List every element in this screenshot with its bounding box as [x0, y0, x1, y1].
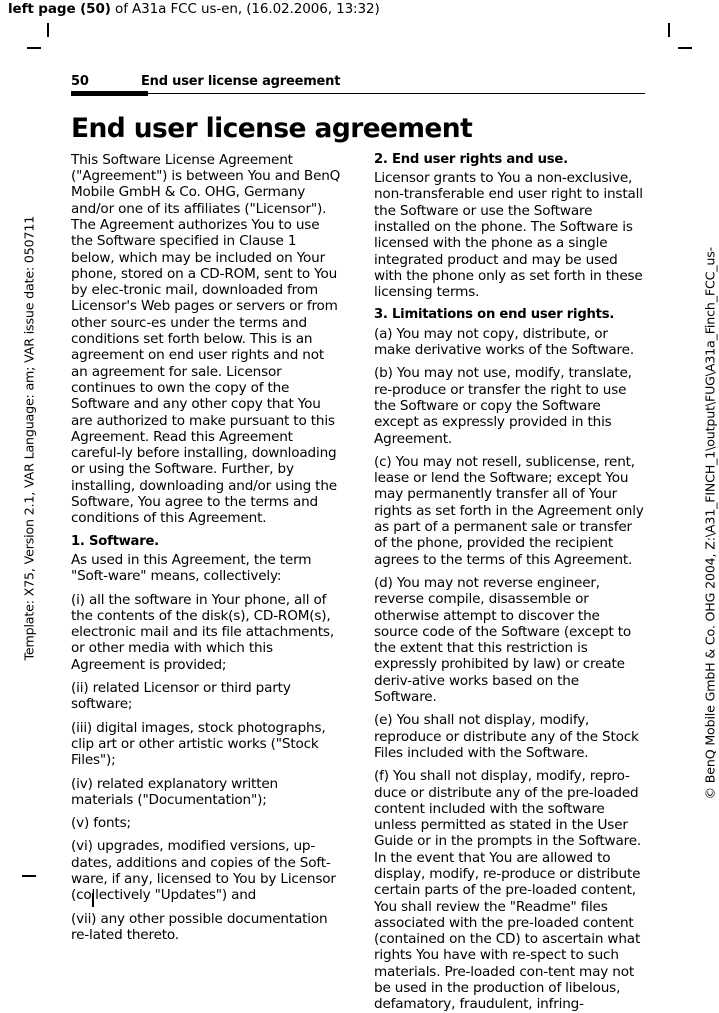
paragraph-item-v: (v) fonts; — [71, 815, 131, 832]
paragraph-software-definition: As used in this Agreement, the term "Soft-ware" means, collectively: — [71, 551, 312, 585]
crop-mark-top-right — [668, 23, 670, 37]
paragraph-item-c: (c) You may not resell, sublicense, rent, lease or lend the Software; except You may permanently transfer all of Your rights as set forth in the Agreement only as part of a permanent sale or transfer of the phone, provided the recipient agrees to the terms of this Agreement. — [374, 453, 644, 568]
section-heading-3-limitations: 3. Limitations on end user rights. — [374, 307, 615, 323]
running-head — [71, 74, 645, 89]
page-content — [71, 74, 645, 1013]
page-title: End user license agreement — [71, 113, 473, 144]
paragraph-item-iii: (iii) digital images, stock photographs, clip art or other artistic works ("Stock Files"); — [71, 719, 326, 769]
crop-mark-right-top — [678, 47, 692, 49]
paragraph-item-ii: (ii) related Licensor or third party software; — [71, 680, 291, 713]
job-slug-page-label: left page (50) — [8, 1, 111, 17]
section-heading-1-software: 1. Software. — [71, 533, 159, 549]
paragraph-item-f: (f) You shall not display, modify, repro-duce or distribute any of the pre-loaded content included with the software unless permitted as stated in the User Guide or in the prompts in the Software. In the event that You are allowed to display, modify, re-produce or distribute certain parts of the pre-loaded content, You shall review the "Readme" files associated with the pre-loaded content (contained on the CD) to ascertain what rights You have with re-spect to such materials. Pre-loaded con-tent may not be used in the production of libelous, defamatory, fraudulent, infring- — [374, 768, 642, 1013]
section-heading-2-end-user-rights: 2. End user rights and use. — [374, 151, 568, 167]
page-number: 50 — [71, 74, 89, 89]
paragraph-item-iv: (iv) related explanatory written materials ("Documentation"); — [71, 775, 278, 808]
right-margin-copyright-path: © BenQ Mobile GmbH & Co. OHG 2004, Z:\A31_FINCH_1\output\FUG\A31a_Finch_FCC_us- — [702, 246, 718, 800]
job-slug-detail: of A31a FCC us-en, (16.02.2006, 13:32) — [110, 1, 380, 17]
paragraph-item-i: (i) all the software in Your phone, all of the contents of the disk(s), CD-ROM(s), electronic mail and its file attachments, or other media with which this Agreement is provided; — [71, 591, 334, 673]
running-head-title: End user license agreement — [141, 74, 341, 89]
left-margin-template-info: Template: X75, Version 2.1, VAR Language: am; VAR issue date: 050711 — [21, 215, 37, 661]
paragraph-item-vii: (vii) any other possible documentation re-lated thereto. — [71, 910, 328, 943]
paragraph-item-a: (a) You may not copy, distribute, or make derivative works of the Software. — [374, 325, 634, 359]
header-rule — [71, 91, 645, 97]
paragraph-intro: This Software License Agreement ("Agreement") is between You and BenQ Mobile GmbH & Co. OHG, Germany and/or one of its affiliates ("Licensor"). The Agreement authorizes You to use the Software specified in Clause 1 below, which may be included on Your phone, stored on a CD-ROM, sent to You by elec-tronic mail, downloaded from Licensor's Web pages or servers or from other sourc-es under the terms and conditions set forth below. This is an agreement on end user rights and not an agreement for sale. Licensor continues to own the copy of the Software and any other copy that You are authorized to make pursuant to this Agreement. Read this Agreement careful-ly before installing, downloading or using the Software. Further, by installing, downloading and/or using the Software, You agree to the terms and conditions of this Agreement. — [71, 151, 341, 527]
two-column-layout — [71, 152, 645, 1013]
paragraph-item-e: (e) You shall not display, modify, reproduce or distribute any of the Stock Files included with the Software. — [374, 712, 639, 761]
right-column — [374, 152, 645, 1013]
header-rule-thin — [71, 93, 645, 94]
job-slug-line — [8, 1, 380, 17]
paragraph-item-b: (b) You may not use, modify, translate, re-produce or transfer the right to use the Software or copy the Software except as expressly provided in this Agreement. — [374, 365, 632, 447]
left-column — [71, 152, 342, 1013]
paragraph-end-user-rights: Licensor grants to You a non-exclusive, non-transferable end user right to install the Software or use the Software installed on the phone. The Software is licensed with the phone as a single integrated product and may be used with the phone only as set forth in these licensing terms. — [374, 170, 643, 301]
crop-mark-left-bottom — [22, 875, 36, 877]
crop-mark-top-left — [47, 23, 49, 37]
paragraph-item-vi: (vi) upgrades, modified versions, up-dates, additions and copies of the Soft-ware, if any, licensed to You by Licensor (collectively "Updates") and — [71, 838, 336, 904]
paragraph-item-d: (d) You may not reverse engineer, reverse compile, disassemble or otherwise attempt to discover the source code of the Software (except to the extent that this restriction is expressly prohibited by law) or create deriv-ative works based on the Software. — [374, 574, 632, 706]
header-rule-thick — [71, 91, 148, 96]
